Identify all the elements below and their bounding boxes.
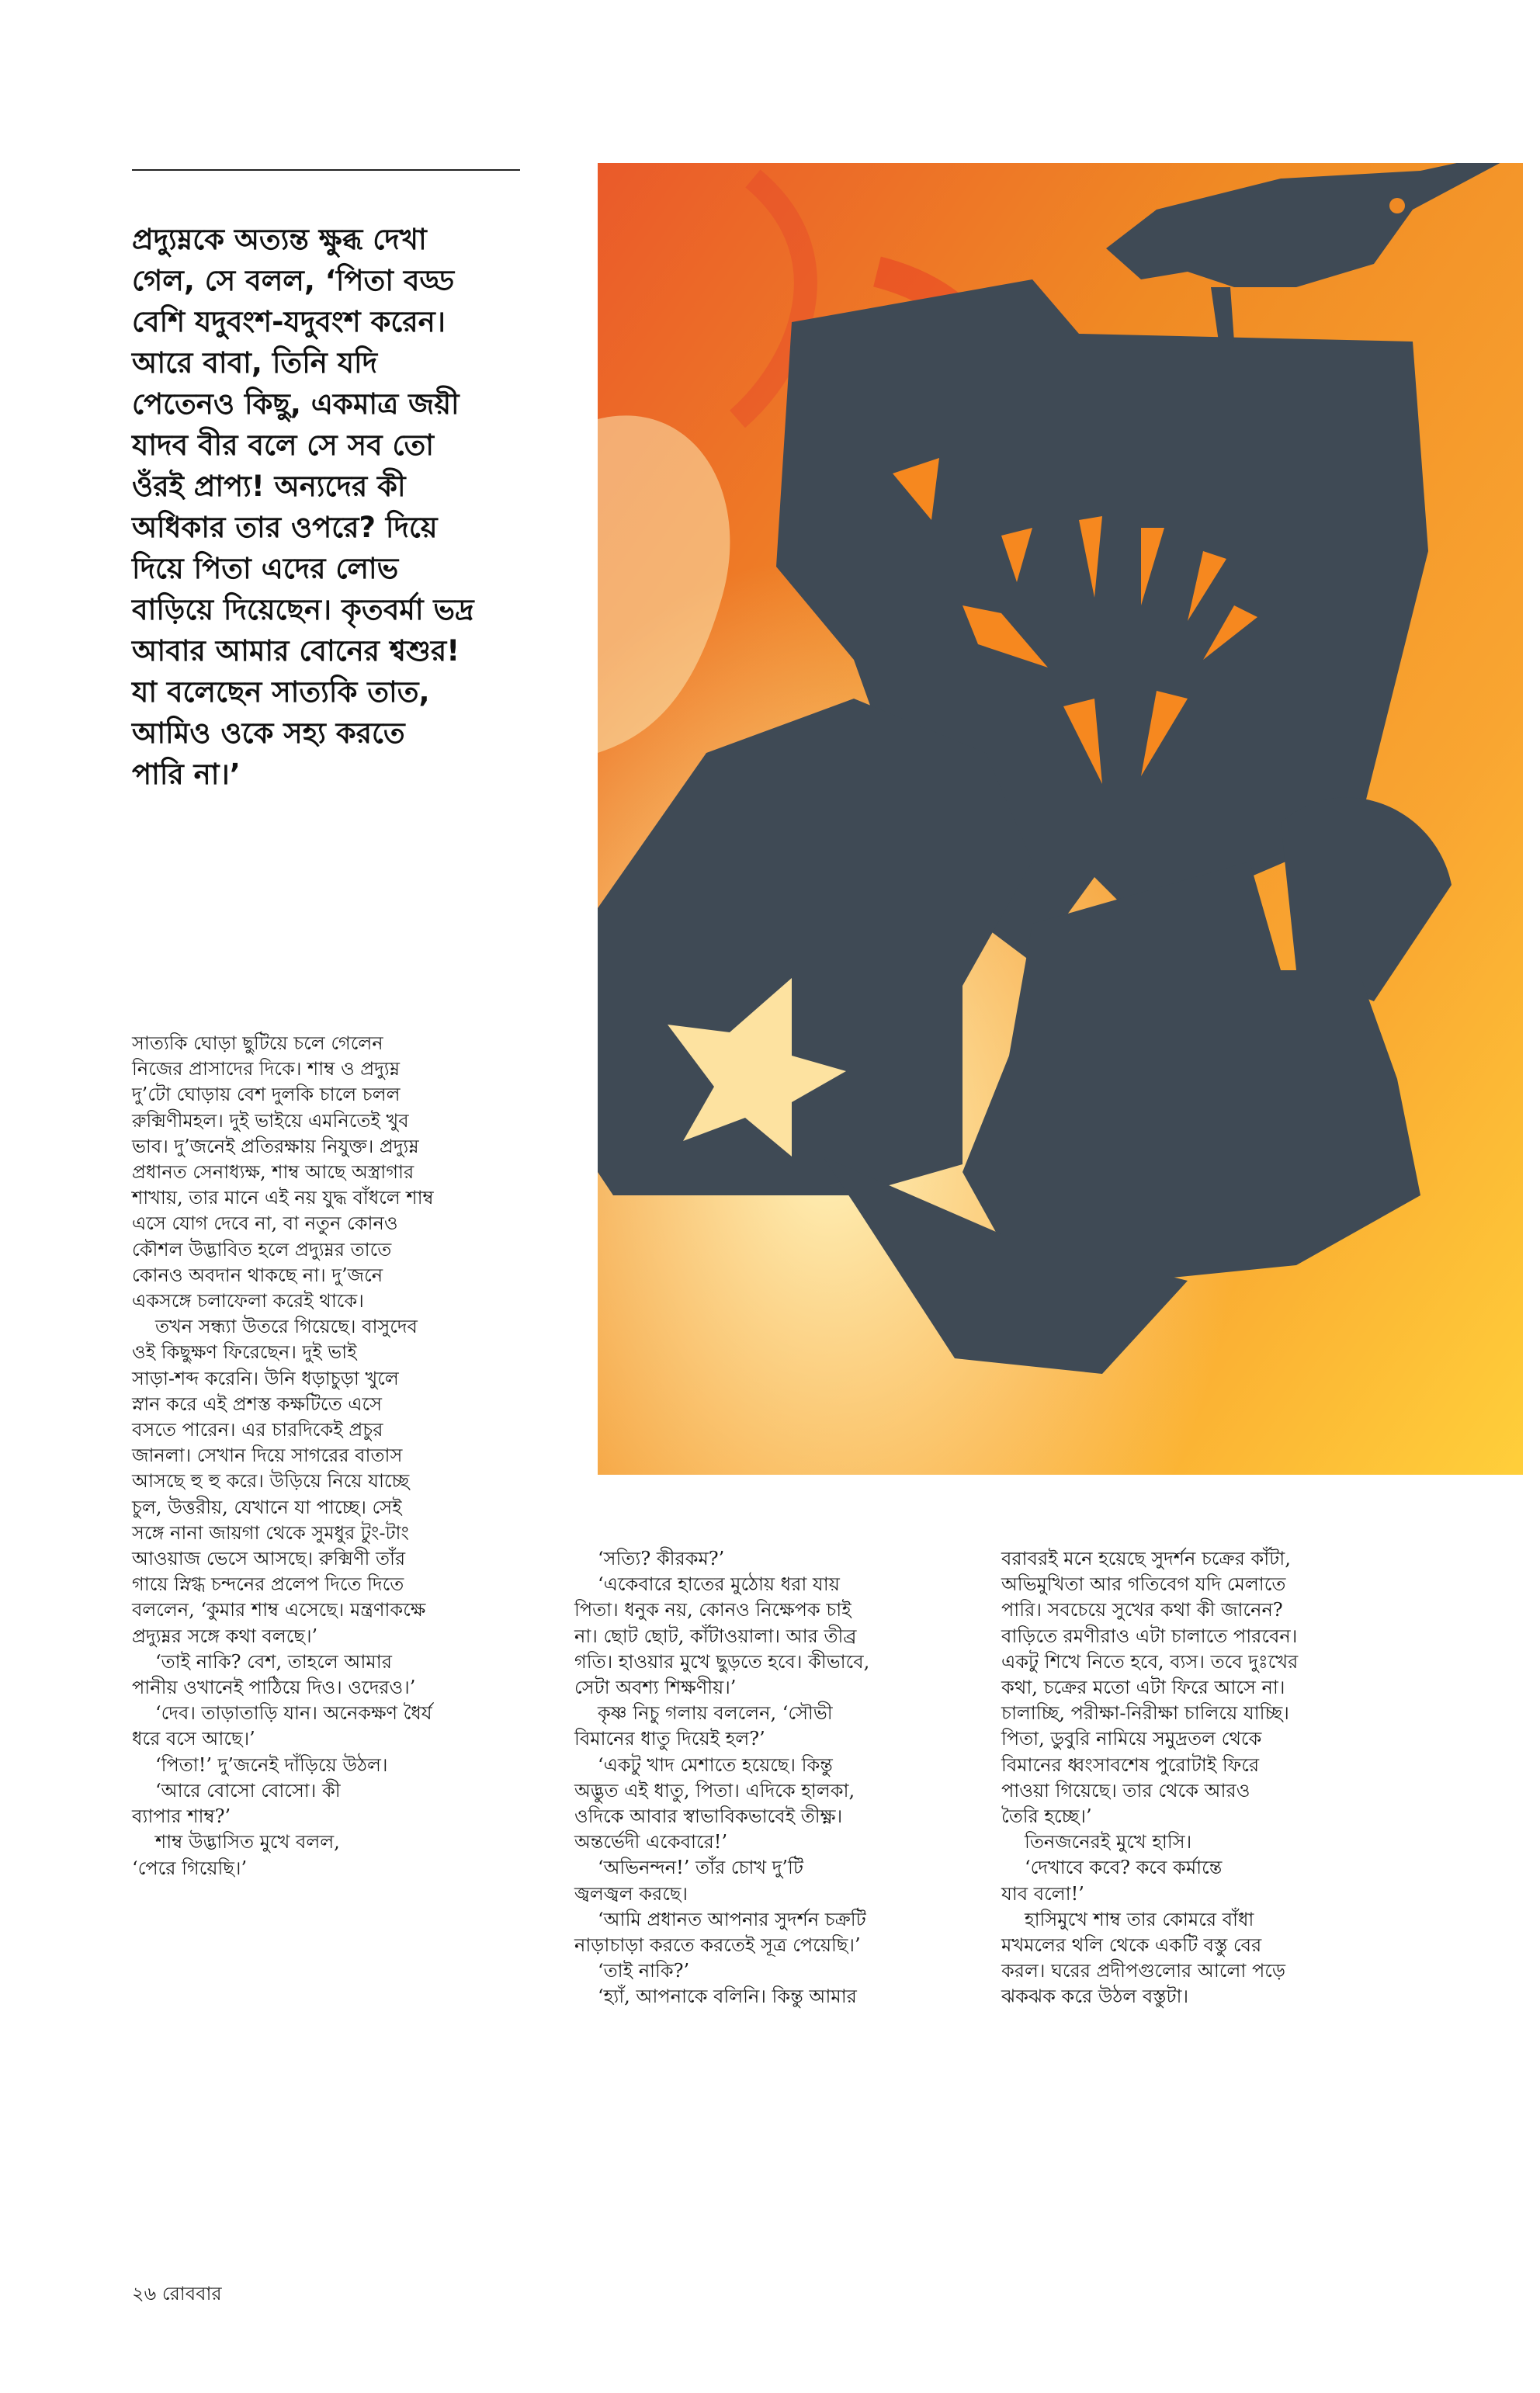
body-line: শাম্ব উদ্ভাসিত মুখে বলল, bbox=[155, 1831, 340, 1854]
body-line: একটু শিখে নিতে হবে, ব্যস। তবে দুঃখের bbox=[1001, 1650, 1299, 1673]
body-line: ঝকঝক করে উঠল বস্তুটা। bbox=[1001, 1985, 1189, 2008]
body-line: শাখায়, তার মানে এই নয় যুদ্ধ বাঁধলে শাম্ব bbox=[132, 1187, 434, 1209]
body-line: ওই কিছুক্ষণ ফিরেছেন। দুই ভাই bbox=[132, 1341, 357, 1364]
body-line: চুল, উত্তরীয়, যেখানে যা পাচ্ছে। সেই bbox=[132, 1496, 402, 1518]
body-line: জানলা। সেখান দিয়ে সাগরের বাতাস bbox=[132, 1444, 403, 1467]
body-line: ‘হ্যাঁ, আপনাকে বলিনি। কিন্তু আমার bbox=[598, 1985, 857, 2008]
pull-quote-line: আবার আমার বোনের শ্বশুর! bbox=[132, 634, 460, 668]
body-line: যাব বলো!’ bbox=[1001, 1882, 1084, 1905]
body-line: নিজের প্রাসাদের দিকে। শাম্ব ও প্রদ্যুম্ন bbox=[132, 1058, 400, 1080]
body-line: ‘একটু খাদ মেশাতে হয়েছে। কিন্তু bbox=[598, 1753, 833, 1776]
body-line: তখন সন্ধ্যা উতরে গিয়েছে। বাসুদেব bbox=[155, 1316, 418, 1338]
body-line: পারি। সবচেয়ে সুখের কথা কী জানেন? bbox=[1001, 1599, 1283, 1621]
body-line: অন্তর্ভেদী একেবারে!’ bbox=[574, 1831, 728, 1854]
body-line: দু’টো ঘোড়ায় বেশ দুলকি চালে চলল bbox=[132, 1084, 401, 1106]
body-line: পিতা। ধনুক নয়, কোনও নিক্ষেপক চাই bbox=[574, 1599, 852, 1621]
body-line: আসছে হু হু করে। উড়িয়ে নিয়ে যাচ্ছে bbox=[132, 1470, 410, 1493]
papercut-illustration bbox=[598, 163, 1523, 1475]
pull-quote-line: বাড়িয়ে দিয়েছেন। কৃতবর্মা ভদ্র bbox=[132, 593, 474, 626]
body-line: বাড়িতে রমণীরাও এটা চালাতে পারবেন। bbox=[1001, 1625, 1298, 1647]
body-line: বিমানের ধ্বংসাবশেষ পুরোটাই ফিরে bbox=[1001, 1753, 1260, 1776]
page-folio: ২৬ রোববার bbox=[132, 2283, 222, 2305]
body-line: বরাবরই মনে হয়েছে সুদর্শন চক্রের কাঁটা, bbox=[1001, 1548, 1291, 1569]
body-line: ‘দেব। তাড়াতাড়ি যান। অনেকক্ষণ ধৈর্য bbox=[155, 1702, 432, 1725]
body-line: ‘একেবারে হাতের মুঠোয় ধরা যায় bbox=[598, 1573, 840, 1596]
pull-quote bbox=[132, 219, 536, 795]
body-line: স্নান করে এই প্রশস্ত কক্ষটিতে এসে bbox=[132, 1392, 382, 1415]
body-line: ‘অভিনন্দন!’ তাঁর চোখ দু’টি bbox=[598, 1857, 803, 1879]
body-line: গায়ে স্নিগ্ধ চন্দনের প্রলেপ দিতে দিতে bbox=[132, 1573, 404, 1596]
body-line: ‘তাই নাকি? বেশ, তাহলে আমার bbox=[155, 1650, 392, 1673]
body-line: বিমানের ধাতু দিয়েই হল?’ bbox=[574, 1728, 765, 1750]
text-column-3 bbox=[1001, 1546, 1405, 2010]
body-line: জ্বলজ্বল করছে। bbox=[574, 1882, 688, 1905]
body-line: সাত্যকি ঘোড়া ছুটিয়ে চলে গেলেন bbox=[132, 1032, 383, 1054]
body-line: ব্যাপার শাম্ব?’ bbox=[132, 1805, 231, 1828]
pull-quote-line: আরে বাবা, তিনি যদি bbox=[132, 346, 378, 380]
body-line: অদ্ভুত এই ধাতু, পিতা। এদিকে হালকা, bbox=[574, 1779, 855, 1802]
pull-quote-line: পারি না।’ bbox=[132, 758, 241, 791]
body-line: কৃষ্ণ নিচু গলায় বললেন, ‘সৌভী bbox=[598, 1702, 833, 1725]
body-line: প্রদ্যুম্নর সঙ্গে কথা বলছে।’ bbox=[132, 1625, 318, 1647]
body-line: কোনও অবদান থাকছে না। দু’জনে bbox=[132, 1264, 383, 1286]
body-line: ‘সত্যি? কীরকম?’ bbox=[598, 1548, 725, 1569]
body-line: একসঙ্গে চলাফেলা করেই থাকে। bbox=[132, 1290, 364, 1313]
body-line: বসতে পারেন। এর চারদিকেই প্রচুর bbox=[132, 1419, 383, 1441]
body-line: সঙ্গে নানা জায়গা থেকে সুমধুর টুং-টাং bbox=[132, 1521, 409, 1544]
body-line: রুক্মিণীমহল। দুই ভাইয়ে এমনিতেই খুব bbox=[132, 1109, 409, 1132]
body-line: তিনজনেরই মুখে হাসি। bbox=[1025, 1831, 1192, 1854]
top-rule bbox=[132, 169, 520, 171]
body-line: অভিমুখিতা আর গতিবেগ যদি মেলাতে bbox=[1001, 1573, 1286, 1596]
body-line: ‘দেখাবে কবে? কবে কর্মান্তে bbox=[1025, 1857, 1223, 1879]
body-line: বললেন, ‘কুমার শাম্ব এসেছে। মন্ত্রণাকক্ষে bbox=[132, 1599, 426, 1621]
pull-quote-line: পেতেনও কিছু, একমাত্র জয়ী bbox=[132, 387, 460, 421]
pull-quote-line: অধিকার তার ওপরে? দিয়ে bbox=[132, 511, 438, 544]
body-line: হাসিমুখে শাম্ব তার কোমরে বাঁধা bbox=[1025, 1908, 1254, 1930]
body-line: ‘তাই নাকি?’ bbox=[598, 1960, 690, 1982]
body-line: তৈরি হচ্ছে।’ bbox=[1001, 1805, 1092, 1828]
body-line: প্রধানত সেনাধ্যক্ষ, শাম্ব আছে অস্ত্রাগার bbox=[132, 1161, 414, 1184]
bird-eye bbox=[1389, 198, 1405, 213]
pull-quote-line: যা বলেছেন সাত্যকি তাত, bbox=[132, 675, 430, 709]
body-line: নাড়াচাড়া করতে করতেই সূত্র পেয়েছি।’ bbox=[574, 1934, 861, 1957]
body-line: সাড়া-শব্দ করেনি। উনি ধড়াচুড়া খুলে bbox=[132, 1367, 399, 1389]
pull-quote-line: দিয়ে পিতা এদের লোভ bbox=[132, 552, 399, 585]
body-line: করল। ঘরের প্রদীপগুলোর আলো পড়ে bbox=[1001, 1960, 1286, 1982]
body-line: ‘পিতা!’ দু’জনেই দাঁড়িয়ে উঠল। bbox=[155, 1753, 388, 1776]
body-line: ‘আরে বোসো বোসো। কী bbox=[155, 1779, 341, 1802]
body-line: পিতা, ডুবুরি নামিয়ে সমুদ্রতল থেকে bbox=[1001, 1728, 1262, 1750]
body-line: সেটা অবশ্য শিক্ষণীয়।’ bbox=[574, 1677, 737, 1699]
body-line: পানীয় ওখানেই পাঠিয়ে দিও। ওদেরও।’ bbox=[132, 1677, 416, 1699]
body-line: ভাব। দু’জনেই প্রতিরক্ষায় নিযুক্ত। প্রদ্যুম্ন bbox=[132, 1135, 419, 1157]
body-line: গতি। হাওয়ার মুখে ছুড়তে হবে। কীভাবে, bbox=[574, 1650, 870, 1673]
text-column-1 bbox=[132, 1031, 536, 1881]
pull-quote-line: প্রদ্যুম্নকে অত্যন্ত ক্ষুব্ধ দেখা bbox=[132, 223, 427, 256]
body-line: চালাচ্ছি, পরীক্ষা-নিরীক্ষা চালিয়ে যাচ্ছি। bbox=[1001, 1702, 1289, 1725]
body-line: মখমলের থলি থেকে একটি বস্তু বের bbox=[1001, 1934, 1262, 1957]
pull-quote-line: যাদব বীর বলে সে সব তো bbox=[132, 428, 435, 462]
pull-quote-line: ওঁরই প্রাপ্য! অন্যদের কী bbox=[132, 470, 406, 503]
body-line: কৌশল উদ্ভাবিত হলে প্রদ্যুম্নর তাতে bbox=[132, 1238, 392, 1261]
body-line: ‘পেরে গিয়েছি।’ bbox=[132, 1857, 248, 1879]
text-column-2 bbox=[574, 1546, 970, 2010]
pull-quote-line: আমিও ওকে সহ্য করতে bbox=[132, 716, 405, 750]
body-line: ওদিকে আবার স্বাভাবিকভাবেই তীক্ষ্ণ। bbox=[574, 1805, 843, 1828]
body-line: আওয়াজ ভেসে আসছে। রুক্মিণী তাঁর bbox=[132, 1548, 406, 1570]
body-line: কথা, চক্রের মতো এটা ফিরে আসে না। bbox=[1001, 1677, 1285, 1699]
body-line: এসে যোগ দেবে না, বা নতুন কোনও bbox=[132, 1212, 398, 1235]
pull-quote-line: গেল, সে বলল, ‘পিতা বড্ড bbox=[132, 264, 455, 297]
body-line: পাওয়া গিয়েছে। তার থেকে আরও bbox=[1001, 1779, 1250, 1802]
body-line: ধরে বসে আছে।’ bbox=[132, 1728, 255, 1750]
body-line: না। ছোট ছোট, কাঁটাওয়ালা। আর তীব্র bbox=[574, 1625, 857, 1647]
body-line: ‘আমি প্রধানত আপনার সুদর্শন চক্রটি bbox=[598, 1908, 866, 1930]
pull-quote-line: বেশি যদুবংশ-যদুবংশ করেন। bbox=[132, 305, 446, 338]
